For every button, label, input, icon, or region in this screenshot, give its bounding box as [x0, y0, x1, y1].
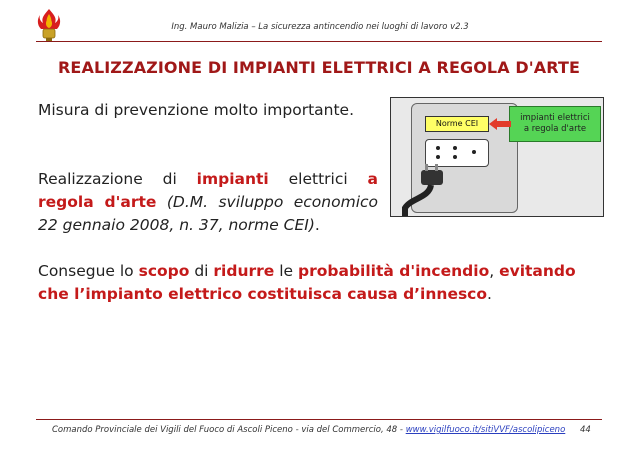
header-text: Ing. Mauro Malizia – La sicurezza antincendio nei luoghi di lavoro v2.3: [171, 22, 469, 32]
highlight-regola-arte: a regola d'arte: [38, 170, 378, 211]
paragraph-consequence-text-4: ,: [489, 262, 500, 280]
footer-divider: [36, 419, 602, 420]
footer-link[interactable]: www.vigilfuoco.it/sitiVVF/ascolipiceno: [405, 425, 566, 435]
arrow-left-icon: [489, 118, 511, 130]
paragraph-realization-text-4: .: [314, 216, 320, 234]
highlight-scopo: scopo: [138, 262, 190, 280]
badge-line-1: impianti elettrici: [520, 113, 590, 123]
paragraph-consequence-text-3: le: [274, 262, 298, 280]
norme-cei-label: Norme CEI: [425, 116, 489, 132]
paragraph-realization: [38, 168, 378, 237]
vigili-del-fuoco-flame-emblem-icon: [36, 8, 62, 42]
paragraph-consequence-text-1: Consegue lo: [38, 262, 139, 280]
highlight-ridurre: ridurre: [213, 262, 275, 280]
electrical-installation-illustration: [390, 97, 604, 217]
paragraph-realization-text-3: [156, 193, 166, 211]
page-title: REALIZZAZIONE DI IMPIANTI ELETTRICI A REGOLA D'ARTE: [58, 58, 580, 77]
impianti-elettrici-badge: [509, 106, 601, 142]
paragraph-realization-text-2: elettrici: [268, 170, 368, 188]
highlight-evitando: evitando che l’impianto elettrico costituisca causa d’innesco: [38, 262, 576, 303]
footer-text: [52, 425, 565, 435]
paragraph-consequence: [38, 260, 604, 306]
page-number: 44: [580, 425, 591, 435]
regulation-reference: (D.M. sviluppo economico 22 gennaio 2008, n. 37, norme CEI): [38, 193, 379, 234]
badge-line-2: a regola d'arte: [523, 124, 587, 134]
footer-address: Comando Provinciale dei Vigili del Fuoco di Ascoli Piceno - via del Commercio, 48 -: [52, 425, 406, 435]
paragraph-realization-text-1: Realizzazione di: [38, 170, 197, 188]
paragraph-consequence-text-2: di: [189, 262, 214, 280]
header-divider: [36, 41, 602, 42]
highlight-impianti: impianti: [196, 170, 269, 188]
highlight-probabilita: probabilità d'incendio: [298, 262, 490, 280]
paragraph-consequence-text-5: .: [487, 285, 492, 303]
paragraph-prevention: Misura di prevenzione molto importante.: [38, 101, 355, 119]
